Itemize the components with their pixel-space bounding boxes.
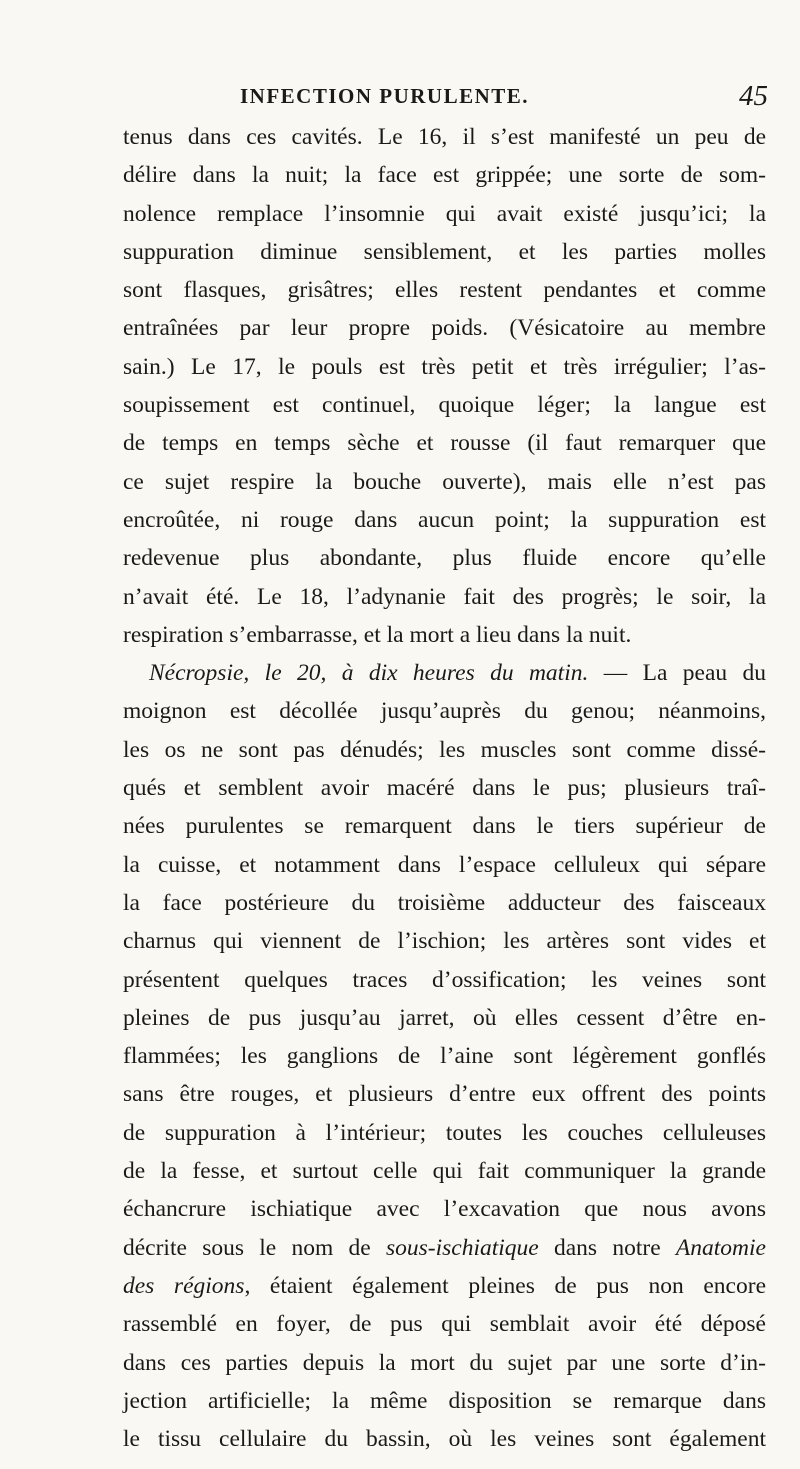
text-line: n’avait été. Le 18, l’adynanie fait des progrès; le soir, la: [123, 583, 766, 610]
text-line-mixed: [123, 1229, 766, 1267]
text-line: jection artificielle; la même disposition se remarque dans: [123, 1387, 766, 1414]
text-line: présentent quelques traces d’ossification; les veines sont: [123, 966, 766, 993]
text-line: délire dans la nuit; la face est grippée; une sorte de som-: [123, 162, 766, 189]
text-line: de suppuration à l’intérieur; toutes les couches celluleuses: [123, 1119, 766, 1146]
text-line: nées purulentes se remarquent dans le tiers supérieur de: [123, 813, 766, 840]
text-line: ce sujet respire la bouche ouverte), mais elle n’est pas: [123, 468, 766, 495]
text-line: sans être rouges, et plusieurs d’entre eux offrent des points: [123, 1081, 766, 1108]
text-line: encroûtée, ni rouge dans aucun point; la suppuration est: [123, 506, 766, 533]
text-line: charnus qui viennent de l’ischion; les artères sont vides et: [123, 928, 766, 955]
text-line: flammées; les ganglions de l’aine sont légèrement gonflés: [123, 1043, 766, 1070]
text-line: les os ne sont pas dénudés; les muscles sont comme dissé-: [123, 736, 766, 763]
text-line: de la fesse, et surtout celle qui fait communiquer la grande: [123, 1158, 766, 1185]
necropsie-rest: — La peau du: [588, 660, 767, 687]
text-line: suppuration diminue sensiblement, et les parties molles: [123, 238, 766, 265]
text-line: le tissu cellulaire du bassin, où les veines sont également: [123, 1426, 766, 1453]
text-line: respiration s’embarrasse, et la mort a lieu dans la nuit.: [123, 621, 632, 648]
text-line: sain.) Le 17, le pouls est très petit et très irrégulier; l’as-: [123, 353, 766, 380]
necropsie-heading: Nécropsie, le 20, à dix heures du matin.: [149, 660, 589, 687]
text-line: entraînées par leur propre poids. (Vésicatoire au membre: [123, 315, 766, 342]
text-line: de temps en temps sèche et rousse (il faut remarquer que: [123, 430, 766, 457]
text-line: qués et semblent avoir macéré dans le pus; plusieurs traî-: [123, 775, 766, 802]
text-line: nolence remplace l’insomnie qui avait existé jusqu’ici; la: [123, 200, 766, 227]
body-text: [123, 118, 766, 1458]
text-span: , étaient également pleines de pus non encore: [244, 1272, 766, 1299]
text-line: la face postérieure du troisième adducteur des faisceaux: [123, 889, 766, 916]
italic-book-title: des régions: [123, 1272, 245, 1299]
running-title: INFECTION PURULENTE.: [240, 84, 530, 108]
italic-book-title: Anatomie: [675, 1234, 766, 1261]
page-number: 45: [739, 80, 768, 112]
text-line-mixed: [123, 1267, 766, 1305]
text-line: échancrure ischiatique avec l’excavation que nous avons: [123, 1196, 766, 1223]
text-line: dans ces parties depuis la mort du sujet par une sorte d’in-: [123, 1349, 766, 1376]
text-line: la cuisse, et notamment dans l’espace celluleux qui sépare: [123, 851, 766, 878]
text-line: redevenue plus abondante, plus fluide encore qu’elle: [123, 545, 766, 572]
text-line: rassemblé en foyer, de pus qui semblait avoir été déposé: [123, 1311, 766, 1338]
text-line: pleines de pus jusqu’au jarret, où elles cessent d’être en-: [123, 1004, 766, 1031]
text-line: tenus dans ces cavités. Le 16, il s’est manifesté un peu de: [123, 124, 766, 150]
text-line: moignon est décollée jusqu’auprès du genou; néanmoins,: [123, 698, 766, 725]
text-line: sont flasques, grisâtres; elles restent pendantes et comme: [123, 277, 766, 304]
italic-term: sous-ischiatique: [385, 1234, 539, 1261]
text-line-necropsie: [123, 654, 766, 692]
text-span: décrite sous le nom de: [123, 1234, 386, 1261]
text-span: dans notre: [538, 1234, 676, 1261]
text-line: soupissement est continuel, quoique léger; la langue est: [123, 392, 766, 419]
